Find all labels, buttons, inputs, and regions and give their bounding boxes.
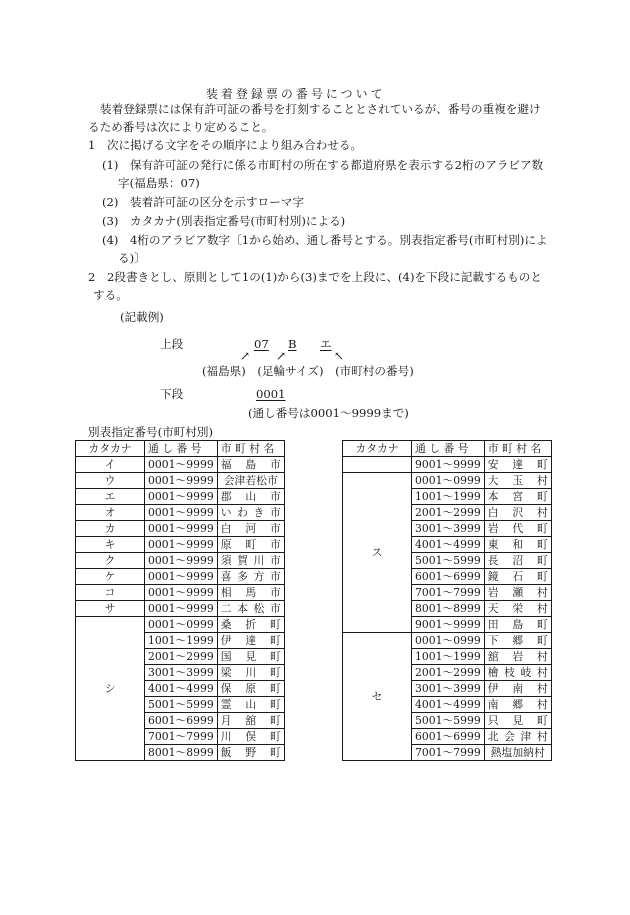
municipality-cell (484, 633, 551, 649)
municipality-char: 本 (487, 490, 499, 503)
municipality-cell (484, 729, 551, 745)
arrow-up-right-icon: ↗ (240, 349, 251, 363)
item-1-sub-4-line-1: (4) 4桁のアラビア数字〔1から始め、通し番号とする。別表指定番号(市町村別)によ (102, 233, 548, 247)
municipality-char: 北 (487, 730, 499, 743)
table-row (76, 505, 285, 521)
municipality-name (488, 617, 548, 632)
municipality-char: 町 (269, 746, 281, 759)
municipality-name (221, 681, 281, 696)
serial-cell: 0001～9999 (145, 521, 218, 537)
municipality-char: 天 (487, 602, 499, 615)
municipality-name (221, 729, 281, 744)
municipality-char: 島 (245, 458, 257, 471)
municipality-char: 南 (512, 682, 524, 695)
municipality-name (221, 537, 281, 552)
item-1-sub-1-line-1: (1) 保有許可証の発行に係る市町村の所在する都道府県を表示する2桁のアラビア数 (102, 158, 544, 172)
arrow-up-left-icon: ↖ (334, 349, 345, 363)
municipality-char: 町 (269, 618, 281, 631)
table-row (76, 569, 285, 585)
municipality-char: 枝 (504, 666, 515, 679)
serial-cell: 9001～9999 (412, 457, 485, 473)
municipality-cell (217, 617, 284, 633)
serial-cell: 1001～1999 (145, 633, 218, 649)
municipality-char: 須 (220, 554, 232, 567)
municipality-char: 石 (512, 570, 524, 583)
municipality-char: 町 (536, 570, 548, 583)
municipality-cell (217, 585, 284, 601)
municipality-table-left (75, 440, 285, 761)
header-kana: カタカナ (343, 441, 412, 457)
serial-cell: 3001～3999 (412, 681, 485, 697)
municipality-char: 町 (269, 714, 281, 727)
municipality-cell (217, 537, 284, 553)
municipality-char: 檜 (487, 666, 499, 679)
municipality-char: 町 (536, 490, 548, 503)
municipality-char: 大 (487, 474, 499, 487)
municipality-char: 河 (245, 522, 257, 535)
item-1-heading: 1 次に掲げる文字をその順序により組み合わせる。 (88, 138, 363, 152)
municipality-table-right (342, 440, 552, 761)
serial-cell: 0001～9999 (145, 585, 218, 601)
item-1-sub-3: (3) カタカナ(別表指定番号(市町村別)による) (102, 214, 346, 228)
municipality-cell (217, 745, 284, 761)
municipality-char: 郷 (512, 698, 524, 711)
municipality-char: 村 (536, 698, 548, 711)
municipality-char: 相 (220, 586, 232, 599)
serial-cell: 5001～5999 (412, 713, 485, 729)
municipality-name: 会津若松市 (223, 474, 278, 487)
municipality-char: 梁 (220, 666, 232, 679)
serial-cell: 8001～8999 (412, 601, 485, 617)
municipality-char: 安 (487, 458, 499, 471)
municipality-name (221, 697, 281, 712)
municipality-name (488, 553, 548, 568)
municipality-char: 村 (536, 650, 548, 663)
municipality-name (221, 457, 281, 472)
municipality-char: 本 (237, 602, 248, 615)
municipality-cell (484, 537, 551, 553)
intro-line-1: 装着登録票には保有許可証の番号を打刻することとされているが、番号の重複を避け (100, 102, 541, 116)
municipality-char: 村 (536, 474, 548, 487)
serial-cell: 1001～1999 (412, 649, 485, 665)
municipality-char: 川 (220, 730, 232, 743)
municipality-char: 南 (487, 698, 499, 711)
municipality-char: 川 (253, 554, 265, 567)
example-upper-label: 上段 (160, 337, 184, 351)
municipality-char: 多 (237, 570, 248, 583)
municipality-name (488, 537, 548, 552)
example-code-prefecture: 07 (254, 337, 269, 351)
serial-cell: 7001～7999 (145, 729, 218, 745)
municipality-char: 白 (487, 506, 499, 519)
kana-cell: ウ (76, 473, 145, 489)
municipality-char: 岩 (487, 522, 499, 535)
header-serial: 通 し 番 号 (412, 441, 485, 457)
example-serial-note: (通し番号は0001～9999まで) (248, 406, 409, 420)
example-lower-label: 下段 (160, 387, 184, 401)
kana-cell-group: セ (343, 633, 412, 761)
municipality-char: 町 (536, 634, 548, 647)
serial-cell: 2001～2999 (145, 649, 218, 665)
serial-cell: 5001～5999 (145, 697, 218, 713)
municipality-char: 原 (220, 538, 232, 551)
municipality-cell (217, 473, 284, 489)
municipality-name (221, 505, 281, 520)
municipality-char: 市 (269, 506, 281, 519)
header-kana: カタカナ (76, 441, 145, 457)
municipality-name (221, 489, 281, 504)
municipality-cell (217, 665, 284, 681)
municipality-name (221, 585, 281, 600)
serial-cell: 4001～4999 (145, 681, 218, 697)
municipality-char: 田 (487, 618, 499, 631)
municipality-char: 村 (536, 682, 548, 695)
serial-cell: 7001～7999 (412, 745, 485, 761)
municipality-name (488, 633, 548, 648)
serial-cell: 0001～0999 (412, 473, 485, 489)
municipality-char: 宮 (512, 490, 524, 503)
serial-cell: 6001～6999 (412, 729, 485, 745)
serial-cell: 0001～0999 (145, 617, 218, 633)
municipality-char: 方 (253, 570, 265, 583)
municipality-char: 只 (487, 714, 499, 727)
municipality-char: 山 (245, 490, 257, 503)
serial-cell: 0001～9999 (145, 489, 218, 505)
municipality-char: 福 (220, 458, 232, 471)
table-header-row (343, 441, 552, 457)
municipality-char: 栄 (512, 602, 524, 615)
municipality-cell (217, 729, 284, 745)
municipality-name (221, 601, 281, 616)
municipality-char: 町 (536, 618, 548, 631)
municipality-char: き (253, 506, 265, 519)
municipality-cell (217, 489, 284, 505)
municipality-cell (217, 505, 284, 521)
municipality-cell (484, 457, 551, 473)
municipality-name (221, 713, 281, 728)
item-2-line-2: する。 (93, 288, 128, 302)
serial-cell: 4001～4999 (412, 537, 485, 553)
municipality-char: 和 (512, 538, 524, 551)
municipality-cell (217, 601, 284, 617)
municipality-char: 喜 (220, 570, 232, 583)
municipality-char: 岩 (512, 650, 524, 663)
arrow-up-right-icon: ↗ (276, 349, 287, 363)
municipality-char: 町 (536, 522, 548, 535)
municipality-char: 村 (536, 586, 548, 599)
serial-cell: 6001～6999 (412, 569, 485, 585)
municipality-char: 達 (245, 634, 257, 647)
municipality-char: 町 (536, 538, 548, 551)
municipality-char: 伊 (220, 634, 232, 647)
example-code-kana: エ (320, 337, 332, 351)
municipality-name (488, 697, 548, 712)
municipality-name (488, 505, 548, 520)
municipality-cell (484, 681, 551, 697)
municipality-char: 馬 (245, 586, 257, 599)
municipality-char: 見 (245, 650, 257, 663)
municipality-char: 村 (536, 602, 548, 615)
municipality-char: わ (237, 506, 248, 519)
serial-cell: 2001～2999 (412, 665, 485, 681)
municipality-char: 町 (269, 666, 281, 679)
municipality-name (488, 729, 548, 744)
municipality-char: 市 (269, 458, 281, 471)
municipality-char: 野 (245, 746, 257, 759)
municipality-char: 町 (269, 682, 281, 695)
table-row (76, 473, 285, 489)
municipality-char: 東 (487, 538, 499, 551)
municipality-char: 市 (269, 586, 281, 599)
municipality-char: 沼 (512, 554, 524, 567)
municipality-cell (217, 633, 284, 649)
municipality-name: 熱塩加納村 (490, 746, 545, 759)
municipality-char: 二 (220, 602, 232, 615)
table-row (76, 617, 285, 633)
kana-cell (343, 457, 412, 473)
serial-cell: 0001～0999 (412, 633, 485, 649)
municipality-name (221, 633, 281, 648)
municipality-cell (217, 457, 284, 473)
municipality-name (221, 649, 281, 664)
municipality-char: 川 (245, 666, 257, 679)
municipality-cell (484, 697, 551, 713)
serial-cell: 2001～2999 (412, 505, 485, 521)
serial-cell: 4001～4999 (412, 697, 485, 713)
serial-cell: 6001～6999 (145, 713, 218, 729)
table-row (76, 553, 285, 569)
municipality-char: 津 (520, 730, 532, 743)
municipality-name (488, 601, 548, 616)
kana-cell-group: シ (76, 617, 145, 761)
municipality-char: 村 (536, 666, 548, 679)
serial-cell: 0001～9999 (145, 601, 218, 617)
municipality-name (488, 665, 548, 680)
serial-cell: 5001～5999 (412, 553, 485, 569)
municipality-name (488, 569, 548, 584)
table-row (76, 601, 285, 617)
municipality-char: 桑 (220, 618, 232, 631)
kana-cell: イ (76, 457, 145, 473)
kana-cell: ケ (76, 569, 145, 585)
municipality-char: 瀬 (512, 586, 524, 599)
serial-cell: 0001～9999 (145, 537, 218, 553)
municipality-name (221, 553, 281, 568)
municipality-name (488, 521, 548, 536)
municipality-cell (217, 697, 284, 713)
municipality-cell (484, 617, 551, 633)
municipality-char: 村 (536, 506, 548, 519)
municipality-cell (484, 521, 551, 537)
serial-cell: 1001～1999 (412, 489, 485, 505)
municipality-char: 折 (245, 618, 257, 631)
serial-cell: 3001～3999 (412, 521, 485, 537)
example-serial: 0001 (256, 387, 286, 401)
serial-cell: 0001～9999 (145, 569, 218, 585)
municipality-char: 町 (269, 730, 281, 743)
municipality-char: 下 (487, 634, 499, 647)
municipality-char: 郡 (220, 490, 232, 503)
municipality-name (221, 569, 281, 584)
municipality-char: 市 (269, 570, 281, 583)
table-row (343, 633, 552, 649)
municipality-char: 島 (512, 618, 524, 631)
municipality-char: い (220, 506, 232, 519)
municipality-char: 町 (536, 714, 548, 727)
header-municipality: 市 町 村 名 (217, 441, 284, 457)
municipality-char: 賀 (237, 554, 248, 567)
kana-cell: コ (76, 585, 145, 601)
serial-cell: 0001～9999 (145, 553, 218, 569)
header-serial: 通 し 番 号 (145, 441, 218, 457)
table-row (76, 489, 285, 505)
municipality-char: 沢 (512, 506, 524, 519)
kana-cell: サ (76, 601, 145, 617)
municipality-char: 俣 (245, 730, 257, 743)
municipality-char: 保 (220, 682, 232, 695)
municipality-char: 飯 (220, 746, 232, 759)
table-header-row (76, 441, 285, 457)
table-caption: 別表指定番号(市町村別) (88, 425, 213, 439)
table-row (76, 521, 285, 537)
item-2-line-1: 2 2段書きとし、原則として1の(1)から(3)までを上段に、(4)を下段に記載するものと (88, 270, 542, 284)
municipality-char: 長 (487, 554, 499, 567)
kana-cell: オ (76, 505, 145, 521)
municipality-char: 村 (536, 730, 548, 743)
municipality-cell (217, 553, 284, 569)
kana-cell-group: ス (343, 473, 412, 633)
municipality-char: 市 (269, 490, 281, 503)
municipality-char: 岐 (520, 666, 532, 679)
serial-cell: 0001～9999 (145, 473, 218, 489)
municipality-char: 市 (269, 554, 281, 567)
municipality-char: 町 (269, 634, 281, 647)
municipality-char: 霊 (220, 698, 232, 711)
example-annotations: (福島県) (足輪サイズ) (市町村の番号) (202, 364, 414, 378)
municipality-char: 松 (253, 602, 265, 615)
municipality-char: 山 (245, 698, 257, 711)
municipality-char: 鏡 (487, 570, 499, 583)
table-row (76, 537, 285, 553)
municipality-name (488, 681, 548, 696)
municipality-char: 岩 (487, 586, 499, 599)
municipality-name (221, 665, 281, 680)
table-row (76, 585, 285, 601)
municipality-name (488, 489, 548, 504)
serial-cell: 7001～7999 (412, 585, 485, 601)
municipality-char: 市 (269, 522, 281, 535)
municipality-char: 見 (512, 714, 524, 727)
municipality-char: 町 (245, 538, 257, 551)
municipality-char: 伊 (487, 682, 499, 695)
item-1-sub-2: (2) 装着許可証の区分を示すローマ字 (102, 195, 304, 209)
municipality-cell (217, 681, 284, 697)
municipality-char: 町 (269, 650, 281, 663)
serial-cell: 9001～9999 (412, 617, 485, 633)
municipality-cell (484, 649, 551, 665)
serial-cell: 0001～9999 (145, 457, 218, 473)
municipality-name (488, 713, 548, 728)
municipality-name (488, 457, 548, 472)
municipality-char: 郷 (512, 634, 524, 647)
municipality-char: 玉 (512, 474, 524, 487)
municipality-cell (217, 649, 284, 665)
municipality-cell (484, 569, 551, 585)
municipality-cell (484, 489, 551, 505)
municipality-cell (484, 745, 551, 761)
municipality-char: 原 (245, 682, 257, 695)
serial-cell: 0001～9999 (145, 505, 218, 521)
kana-cell: カ (76, 521, 145, 537)
serial-cell: 3001～3999 (145, 665, 218, 681)
intro-line-2: るため番号は次により定めること。 (88, 120, 274, 134)
municipality-char: 舘 (487, 650, 499, 663)
table-row (343, 457, 552, 473)
municipality-cell (484, 665, 551, 681)
municipality-char: 達 (512, 458, 524, 471)
municipality-char: 町 (536, 554, 548, 567)
municipality-cell (484, 601, 551, 617)
municipality-char: 市 (269, 602, 281, 615)
municipality-char: 代 (512, 522, 524, 535)
municipality-char: 町 (536, 458, 548, 471)
municipality-char: 舘 (245, 714, 257, 727)
municipality-name (221, 521, 281, 536)
municipality-cell (484, 553, 551, 569)
municipality-name (488, 649, 548, 664)
municipality-cell (217, 569, 284, 585)
municipality-cell (484, 585, 551, 601)
municipality-cell (484, 713, 551, 729)
kana-cell: ク (76, 553, 145, 569)
page-title: 装着登録票の番号について (206, 87, 386, 101)
municipality-name (488, 585, 548, 600)
example-label: (記載例) (120, 310, 164, 324)
municipality-char: 月 (220, 714, 232, 727)
municipality-name (221, 617, 281, 632)
municipality-char: 国 (220, 650, 232, 663)
kana-cell: キ (76, 537, 145, 553)
serial-cell: 8001～8999 (145, 745, 218, 761)
kana-cell: エ (76, 489, 145, 505)
table-row (76, 457, 285, 473)
municipality-name (488, 473, 548, 488)
example-code-class: B (288, 337, 297, 351)
municipality-cell (484, 505, 551, 521)
municipality-cell (217, 713, 284, 729)
municipality-cell (217, 521, 284, 537)
table-row (343, 473, 552, 489)
municipality-char: 町 (269, 698, 281, 711)
municipality-name (221, 745, 281, 760)
item-1-sub-1-line-2: 字(福島県：07) (118, 176, 200, 190)
municipality-char: 市 (269, 538, 281, 551)
municipality-char: 会 (504, 730, 515, 743)
municipality-cell (484, 473, 551, 489)
municipality-char: 白 (220, 522, 232, 535)
item-1-sub-4-line-2: る)〕 (118, 251, 146, 265)
header-municipality: 市 町 村 名 (484, 441, 551, 457)
